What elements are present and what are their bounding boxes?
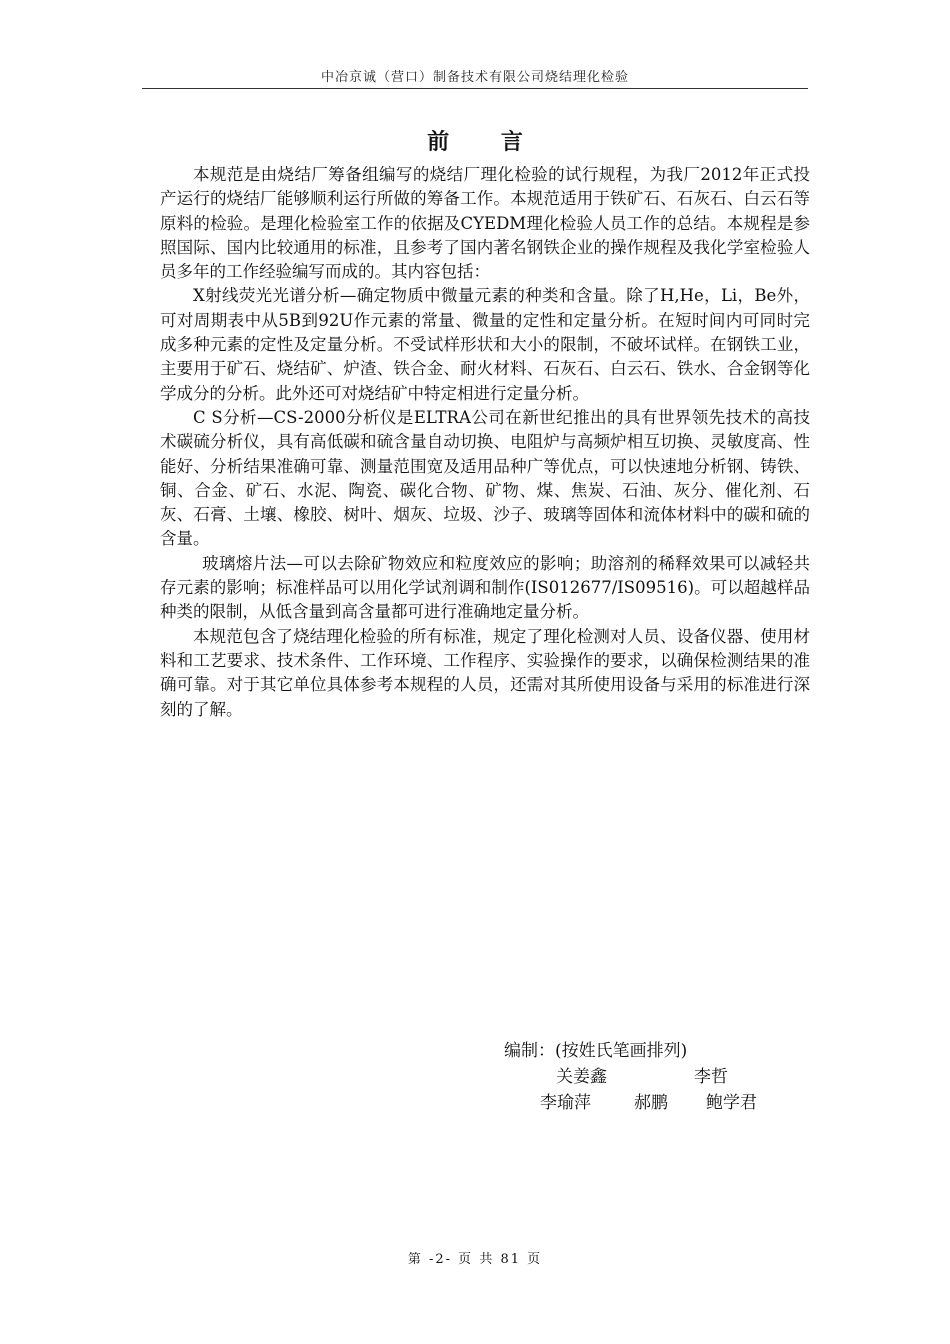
compiler-name: 李瑜萍 xyxy=(540,1093,591,1113)
page-title: 前 言 xyxy=(427,129,545,155)
compiler-name: 鲍学君 xyxy=(706,1093,757,1113)
compiler-name: 李哲 xyxy=(694,1067,728,1087)
header-rule xyxy=(142,88,808,89)
paragraph-scope: 本规范包含了烧结理化检验的所有标准，规定了理化检测对人员、设备仪器、使用材料和工艺要求、技术条件、工作环境、工作程序、实验操作的要求，以确保检测结果的准确可靠。对于其它单位具体参考本规程的人员，还需对其所使用设备与采用的标准进行深刻的了解。 xyxy=(160,626,810,719)
paragraph-glass-fusion: 玻璃熔片法—可以去除矿物效应和粒度效应的影响；助溶剂的稀释效果可以减轻共存元素的影响；标准样品可以用化学试剂调和制作(IS012677/IS09516)。可以超越样品种类的限制，从低含量到高含量都可进行准确地定量分析。 xyxy=(160,553,810,622)
body-text xyxy=(160,163,810,722)
page-header: 中冶京诚（营口）制备技术有限公司烧结理化检验 xyxy=(320,70,629,85)
paragraph-xrf: X射线荧光光谱分析—确定物质中微量元素的种类和含量。除了H,He，Li，Be外，可对周期表中从5B到92U作元素的常量、微量的定性和定量分析。在短时间内可同时完成多种元素的定性及定量分析。不受试样形状和大小的限制，不破坏试样。在钢铁工业，主要用于矿石、烧结矿、炉渣、铁合金、耐火材料、石灰石、白云石、铁水、合金钢等化学成分的分析。此外还可对烧结矿中特定相进行定量分析。 xyxy=(160,286,810,403)
compilers-label: 编制：(按姓氏笔画排列) xyxy=(504,1041,688,1061)
paragraph-cs-analysis: C S分析—CS-2000分析仪是ELTRA公司在新世纪推出的具有世界领先技术的高技术碳硫分析仪，具有高低碳和硫含量自动切换、电阻炉与高频炉相互切换、灵敏度高、性能好、分析结果准确可靠、测量范围宽及适用品种广等优点，可以快速地分析钢、铸铁、铜、合金、矿石、水泥、陶瓷、碳化合物、矿物、煤、焦炭、石油、灰分、催化剂、石灰、石膏、土壤、橡胶、树叶、烟灰、垃圾、沙子、玻璃等固体和流体材料中的碳和硫的含量。 xyxy=(160,407,810,549)
page-footer: 第 -2- 页 共 81 页 xyxy=(407,1252,543,1267)
paragraph-intro: 本规范是由烧结厂筹备组编写的烧结厂理化检验的试行规程，为我厂2012年正式投产运行的烧结厂能够顺利运行所做的筹备工作。本规范适用于铁矿石、石灰石、白云石等原料的检验。是理化检验室工作的依据及CYEDM理化检验人员工作的总结。本规程是参照国际、国内比较通用的标准，且参考了国内著名钢铁企业的操作规程及我化学室检验人员多年的工作经验编写而成的。其内容包括： xyxy=(160,165,810,282)
compiler-name: 郝鹏 xyxy=(634,1093,668,1113)
compilers-block xyxy=(500,1038,757,1116)
compiler-name: 关姜鑫 xyxy=(556,1067,607,1087)
